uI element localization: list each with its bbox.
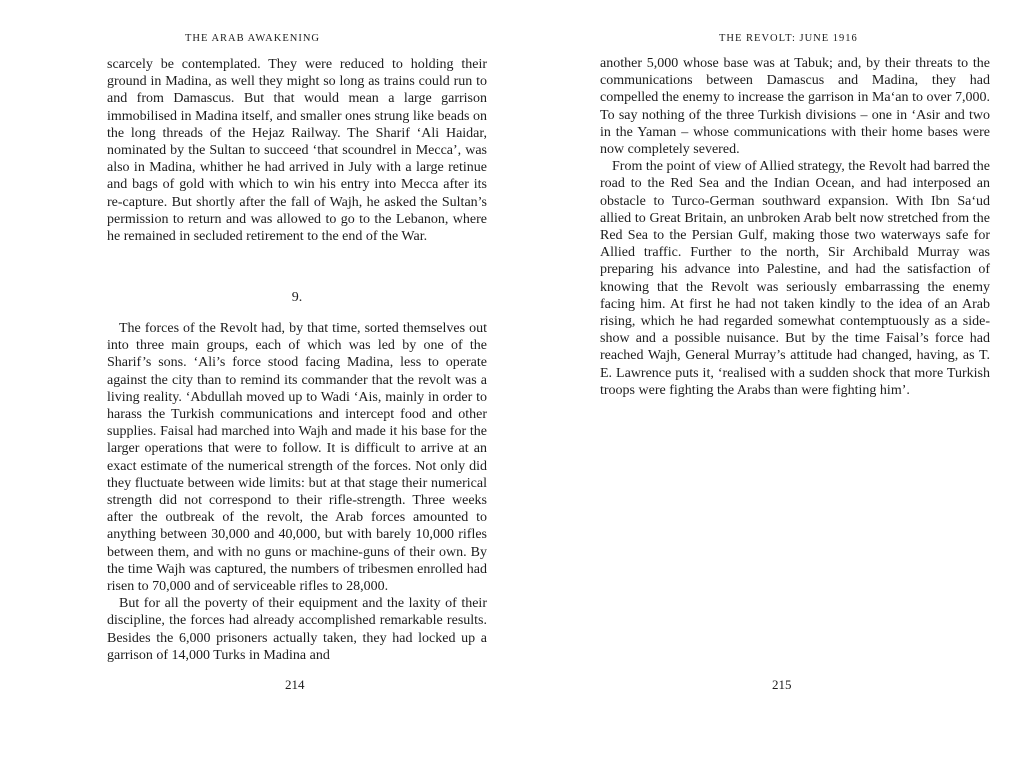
paragraph-allied-strategy: From the point of view of Allied strategy, the Revolt had barred the road to the Red Sea and the Indian Ocean, and had interposed an obstacle to Turco-German southward expansion. With Ibn Sa‘ud allied to Great Britain, an unbroken Arab belt now stretched from the Red Sea to the Persian Gulf, making those two waterways safe for Allied traffic. Further to the north, Sir Archibald Murray was preparing his advance into Palestine, and had the satisfaction of knowing that the Revolt was seriously embarrassing the enemy facing him. At first he had not taken kindly to the idea of an Arab rising, which he had regarded somewhat contemptuously as a side-show and a possible nuisance. But by the time Faisal’s force had reached Wajh, General Murray’s attitude had changed, having, as T. E. Lawrence puts it, ‘realised with a sudden shock that more Turkish troops were fighting the Arabs than were fighting him’. (600, 159, 990, 398)
continued-paragraph-left: scarcely be contemplated. They were reduced to holding their ground in Madina, as well they might so long as trains could run to and from Damascus. But that would mean a large garrison immobilised in Madina itself, and smaller ones strung like beads on the long threads of the Hejaz Railway. The Sharif ‘Ali Haidar, nominated by the Sultan to succeed ‘that scoundrel in Mecca’, was also in Madina, whither he had arrived in July with a large retinue and bags of gold with which to win his entry into Mecca after its re-capture. But shortly after the fall of Wajh, he asked the Sultan’s permission to return and was allowed to go to the Lebanon, where he remained in secluded retirement to the end of the War. (107, 57, 487, 245)
page-number-left: 214 (285, 677, 305, 692)
paragraph-forces-of-revolt: The forces of the Revolt had, by that time, sorted themselves out into three main groups, each of which was led by one of the Sharif’s sons. ‘Ali’s force stood facing Madina, less to operate against the city than to remind its commander that the revolt was a living reality. ‘Abdullah moved up to Wadi ‘Ais, mainly in order to harass the Turkish communications and intercept food and other supplies. Faisal had marched into Wajh and made it his base for the larger operations that were to follow. It is difficult to arrive at an exact estimate of the numerical strength of the forces. Not only did they fluctuate between wide limits: but at that stage their numerical strength did not correspond to their rifle-strength. Three weeks after the outbreak of the revolt, the Arab forces amounted to anything between 30,000 and 40,000, but with barely 10,000 rifles between them, and with no guns or machine-guns of their own. By the time Wajh was captured, the numbers of tribesmen enrolled had risen to 70,000 and of serviceable rifles to 28,000. (107, 321, 487, 595)
page-number-right: 215 (772, 677, 792, 692)
section-heading-block (107, 289, 487, 306)
running-head-left: THE ARAB AWAKENING (185, 33, 320, 44)
paragraph-poverty-of-equipment: But for all the poverty of their equipment and the laxity of their discipline, the forces had already accomplished remarkable results. Besides the 6,000 prisoners actually taken, they had locked up a garrison of 14,000 Turks in Madina and (107, 596, 487, 663)
right-page (515, 0, 1030, 766)
continued-paragraph-right: another 5,000 whose base was at Tabuk; and, by their threats to the communications between Damascus and Madina, they had compelled the enemy to increase the garrison in Ma‘an to over 7,000. To say nothing of the three Turkish divisions – one in ‘Asir and two in the Yaman – whose communications with their home bases were now completely severed. (600, 56, 990, 158)
left-text-bottom (107, 320, 487, 664)
right-text (600, 55, 990, 399)
running-head-right: THE REVOLT: JUNE 1916 (719, 33, 858, 44)
section-number: 9. (291, 290, 303, 305)
left-text-top (107, 56, 487, 245)
